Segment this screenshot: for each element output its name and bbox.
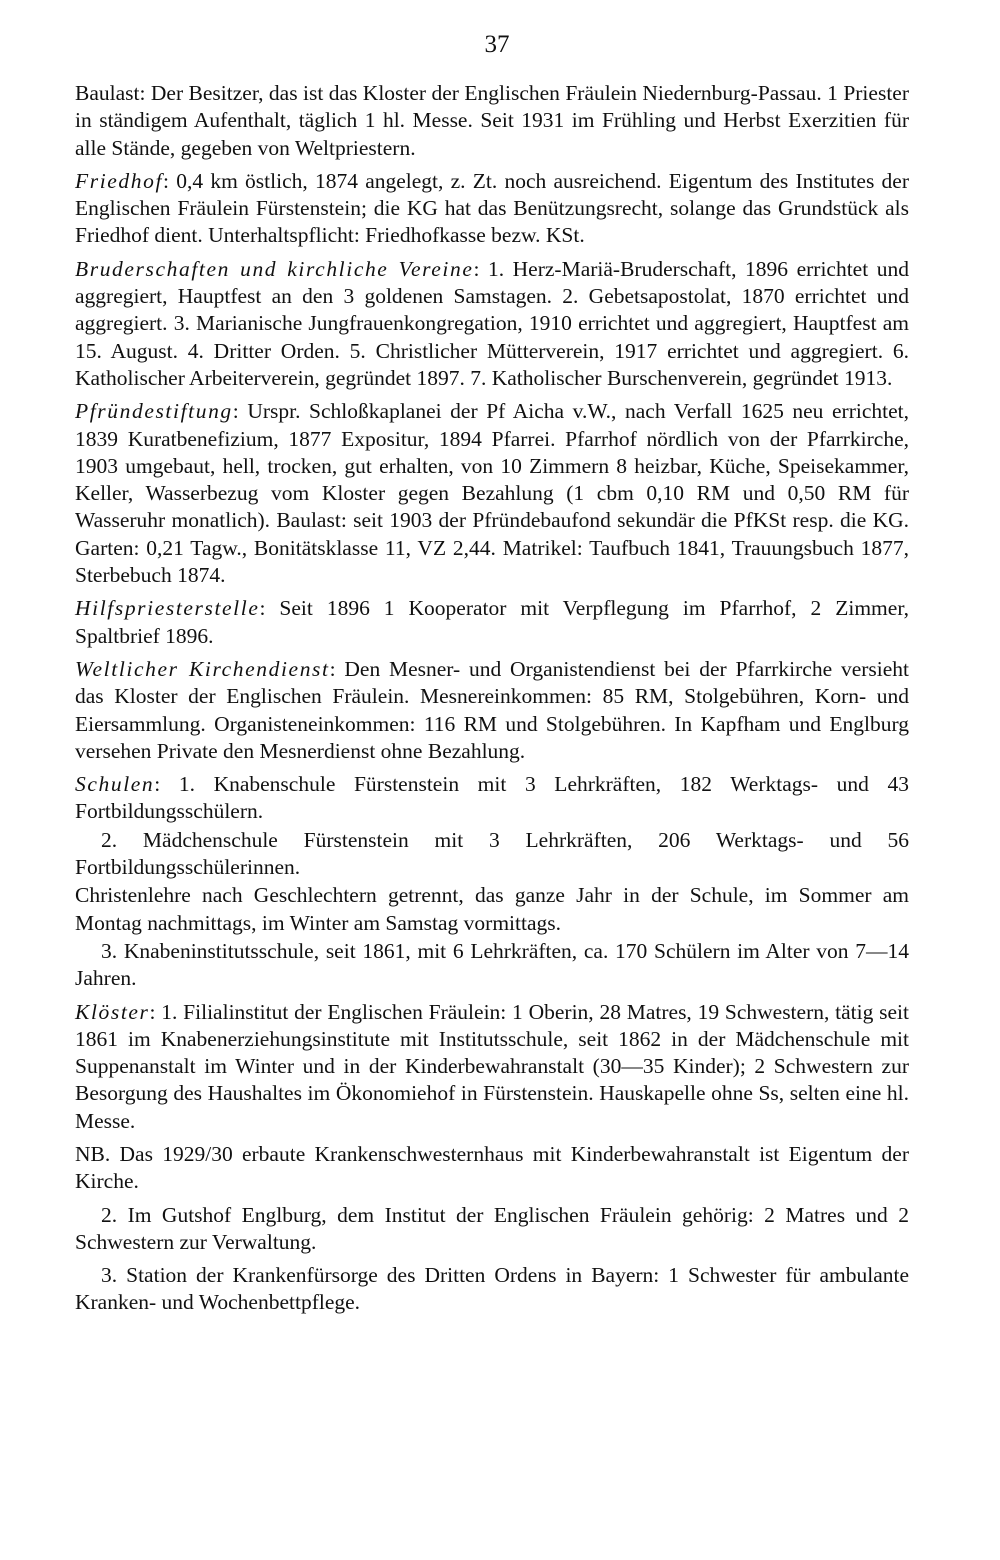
section-heading-pfruendestiftung: Pfründestiftung [75,399,233,424]
paragraph-schulen [75,771,909,826]
paragraph-text: 2. Mädchenschule Fürstenstein mit 3 Lehrkräften, 206 Werktags- und 56 Fortbildungsschülerinnen. [75,827,909,880]
paragraph-kloester [75,999,909,1135]
paragraph-kirchendienst [75,656,909,765]
document-page [75,30,909,1323]
paragraph-pfruendestiftung [75,398,909,589]
section-heading-hilfspriesterstelle: Hilfspriesterstelle [75,596,260,621]
section-heading-friedhof: Friedhof [75,168,164,193]
paragraph-christenlehre [75,882,909,937]
paragraph-hilfspriesterstelle [75,595,909,650]
paragraph-text: Baulast: Der Besitzer, das ist das Kloster der Englischen Fräulein Niedernburg-Passau. 1 Priester in ständigem Aufenthalt, täglich 1 hl. Messe. Seit 1931 im Frühling und Herbst Exerzitien für alle Stände, gegeben von Weltpriestern. [75,81,909,160]
paragraph-bruderschaften [75,256,909,392]
paragraph-krankenfuersorge [75,1262,909,1317]
paragraph-text: : Den Mesner- und Organistendienst bei der Pfarrkirche versieht das Kloster der Englischen Fräulein. Mesnereinkommen: 85 RM, Stolgebühren, Korn- und Eiersammlung. Organisteneinkommen: 116 RM und Stolgebühren. In Kapfham und Englburg versehen Private den Mesnerdienst ohne Bezahlung. [75,656,909,763]
paragraph-text: NB. Das 1929/30 erbaute Krankenschwesternhaus mit Kinderbewahranstalt ist Eigentum der Kirche. [75,1141,909,1194]
paragraph-text: : 1. Knabenschule Fürstenstein mit 3 Lehrkräften, 182 Werktags- und 43 Fortbildungsschülern. [75,772,909,824]
paragraph-baulast [75,80,909,162]
paragraph-knabeninstitutsschule [75,938,909,993]
paragraph-text: : 0,4 km östlich, 1874 angelegt, z. Zt. noch ausreichend. Eigentum des Institutes der Englischen Fräulein Fürstenstein; die KG hat das Benützungsrecht, solange das Grundstück als Friedhof dient. Unterhaltspflicht: Friedhofkasse bezw. KSt. [75,168,909,248]
paragraph-text: 2. Im Gutshof Englburg, dem Institut der Englischen Fräulein gehörig: 2 Matres und 2 Schwestern zur Verwaltung. [75,1202,909,1254]
paragraph-text: : 1. Herz-Mariä-Bruderschaft, 1896 errichtet und aggregiert, Hauptfest an den 3 goldenen Samstagen. 2. Gebetsapostolat, 1870 errichtet und aggregiert. 3. Marianische Jungfrauenkongregation, 1910 errichtet und aggregiert, Hauptfest am 15. August. 4. Dritter Orden. 5. Christlicher Mütterverein, 1917 errichtet und aggregiert. 6. Katholischer Arbeiterverein, gegründet 1897. 7. Katholischer Burschenverein, gegründet 1913. [75,256,909,390]
section-heading-bruderschaften: Bruderschaften und kirchliche Vereine [75,256,474,281]
paragraph-text: : Urspr. Schloßkaplanei der Pf Aicha v.W., nach Verfall 1625 neu errichtet, 1839 Kuratbenefizium, 1877 Expositur, 1894 Pfarrei. Pfarrhof nördlich von der Pfarrkirche, 1903 umgebaut, hell, trocken, gut erhalten, von 10 Zimmern 8 heizbar, Küche, Speisekammer, Keller, Wasserbezug vom Kloster gegen Bezahlung (1 cbm 0,10 RM und 0,50 RM für Wasseruhr monatlich). Baulast: seit 1903 der Pfründebaufond sekundär die PfKSt resp. die KG. Garten: 0,21 Tagw., Bonitätsklasse 11, VZ 2,44. Matrikel: Taufbuch 1841, Trauungsbuch 1877, Sterbebuch 1874. [75,399,909,588]
section-heading-schulen: Schulen [75,772,155,797]
paragraph-text: 3. Station der Krankenfürsorge des Dritten Ordens in Bayern: 1 Schwester für ambulante Kranken- und Wochenbettpflege. [75,1263,909,1315]
paragraph-text: : Seit 1896 1 Kooperator mit Verpflegung im Pfarrhof, 2 Zimmer, Spaltbrief 1896. [75,596,909,648]
section-heading-kloester: Klöster [75,999,150,1024]
paragraph-englburg [75,1202,909,1257]
paragraph-nb [75,1141,909,1196]
section-heading-kirchendienst: Weltlicher Kirchendienst [75,656,330,681]
paragraph-text: Christenlehre nach Geschlechtern getrennt, das ganze Jahr in der Schule, im Sommer am Montag nachmittags, im Winter am Samstag vormittags. [75,883,909,935]
paragraph-maedchenschule [75,827,909,882]
paragraph-text: 3. Knabeninstitutsschule, seit 1861, mit 6 Lehrkräften, ca. 170 Schülern im Alter von 7—14 Jahren. [75,938,909,991]
paragraph-text: : 1. Filialinstitut der Englischen Fräulein: 1 Oberin, 28 Matres, 19 Schwestern, tätig seit 1861 im Knabenerziehungsinstitute mit Institutsschule, seit 1862 in der Mädchenschule mit Suppenanstalt im Winter und in der Kinderbewahranstalt (30—35 Kinder); 2 Schwestern zur Besorgung des Haushaltes im Ökonomiehof in Fürstenstein. Hauskapelle ohne Ss, selten eine hl. Messe. [75,999,909,1133]
paragraph-friedhof [75,168,909,250]
page-number: 37 [484,31,510,58]
